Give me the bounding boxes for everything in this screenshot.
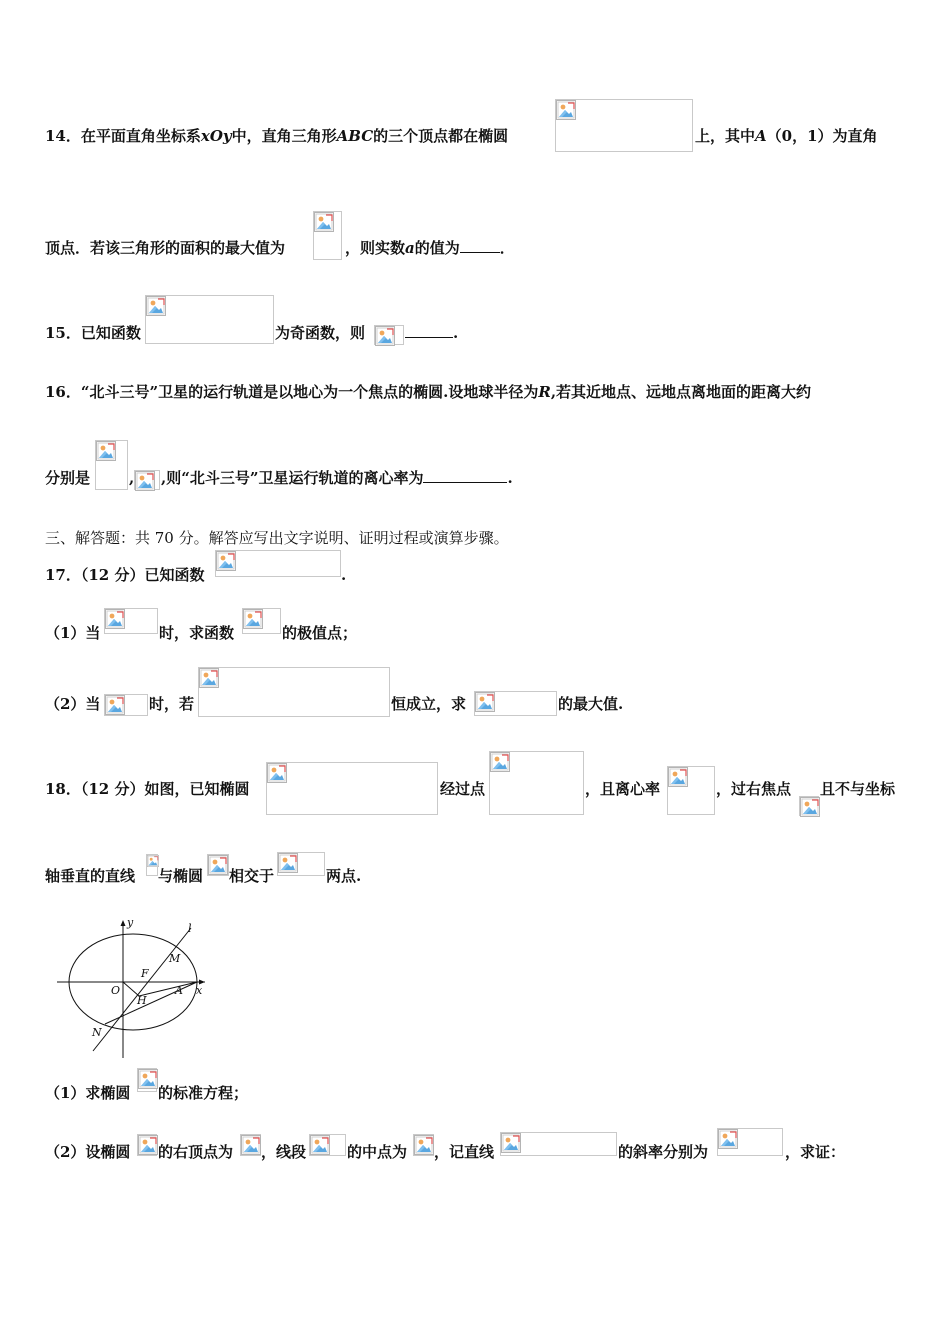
q17-part1-b: 时，求函数: [159, 624, 235, 642]
q15-text: 为奇函数，则: [275, 324, 366, 342]
q18-slopes-image: [717, 1128, 783, 1156]
q18-lines-image: [500, 1132, 617, 1156]
q16-comma: ,: [129, 469, 135, 487]
label-x: x: [196, 984, 203, 997]
q18-midpoint-h-image: [413, 1134, 434, 1156]
q14-line1: 14．在平面直角坐标系xOy中，直角三角形ABC的三个顶点都在椭圆: [45, 127, 509, 145]
label-o: O: [111, 984, 121, 997]
q18-ellipse-c-ref2-image: [137, 1134, 157, 1156]
segment-ha: [139, 982, 197, 996]
answer-blank: [460, 238, 500, 253]
q18-focus-image: [799, 796, 819, 816]
q18-part2-b: 的右顶点为: [158, 1143, 234, 1161]
q17-label: 17．（12 分）已知函数: [45, 566, 205, 584]
ellipse-figure: [55, 916, 210, 1061]
q18-part2-e: ，记直线: [434, 1143, 495, 1161]
perigee-distance-image: [95, 440, 128, 490]
q18-line1-d: ，过右焦点: [716, 780, 792, 798]
label-m: M: [169, 952, 181, 965]
q18-part2-f: 的斜率分别为: [618, 1143, 709, 1161]
q18-points-mn-image: [277, 852, 325, 876]
q18-line2: 轴垂直的直线: [45, 867, 136, 885]
answer-blank: [405, 323, 453, 338]
label-h: H: [137, 994, 147, 1007]
q17-part1-c: 的极值点；: [282, 624, 358, 642]
q17-part2-d: 的最大值.: [558, 695, 624, 713]
q15-label: 15．已知函数: [45, 324, 141, 342]
q18-line1-c: ，且离心率: [585, 780, 661, 798]
q18-point-image: [489, 751, 584, 815]
label-y: y: [127, 916, 134, 929]
parameter-image: [374, 325, 404, 345]
section-heading: 三、解答题：共 70 分。解答应写出文字说明、证明过程或演算步骤。: [45, 529, 509, 547]
q17-inequality-image: [198, 667, 390, 717]
q18-line2-b: 与椭圆: [158, 867, 204, 885]
q14-line2: 顶点．若该三角形的面积的最大值为: [45, 239, 286, 257]
q17-function-image: [215, 550, 341, 577]
q18-line2-c: 相交于: [229, 867, 275, 885]
q14-line1-tail: 上，其中A（0，1）为直角: [695, 127, 878, 145]
q18-part2-c: ，线段: [261, 1143, 307, 1161]
q17-condition1-image: [104, 608, 158, 634]
function-definition-image: [145, 295, 274, 344]
q15-tail: .: [405, 323, 458, 343]
q17-target-image: [474, 691, 557, 716]
q17-period: .: [341, 566, 347, 584]
max-area-image: [313, 211, 342, 260]
q18-line1: 18．（12 分）如图，已知椭圆: [45, 780, 250, 798]
ellipse-equation-image: [555, 99, 693, 152]
q18-eccentricity-image: [667, 766, 715, 815]
q17-part1-a: （1）当: [45, 624, 101, 642]
q18-part2-d: 的中点为: [347, 1143, 408, 1161]
q18-part2-g: ，求证：: [785, 1143, 846, 1161]
label-n: N: [92, 1026, 102, 1039]
q18-ellipse-image: [266, 762, 438, 815]
q18-line-l-image: [146, 854, 158, 876]
q18-part1-a: （1）求椭圆: [45, 1084, 131, 1102]
q18-vertex-a-image: [240, 1134, 261, 1156]
q18-part1-b: 的标准方程；: [158, 1084, 249, 1102]
q18-line1-b: 经过点: [440, 780, 486, 798]
label-a: A: [175, 984, 183, 997]
q17-condition2-image: [104, 694, 148, 716]
label-f: F: [141, 967, 149, 980]
q18-ellipse-c-image: [207, 854, 229, 876]
q16-line2-tail: ,则“北斗三号”卫星运行轨道的离心率为 .: [161, 469, 513, 487]
apogee-distance-image: [134, 470, 160, 490]
q17-part2-b: 时，若: [149, 695, 195, 713]
q18-line1-e: 且不与坐标: [820, 780, 896, 798]
q18-line2-d: 两点.: [326, 867, 362, 885]
q18-part2-a: （2）设椭圆: [45, 1143, 131, 1161]
q16-line1: 16．“北斗三号”卫星的运行轨道是以地心为一个焦点的椭圆.设地球半径为R,若其近地点、远地点离地面的距离大约: [45, 383, 812, 401]
q17-part2-c: 恒成立，求: [391, 695, 467, 713]
q18-segment-mn-image: [309, 1134, 346, 1156]
y-axis-arrow: [121, 920, 126, 926]
q18-ellipse-c-ref-image: [137, 1068, 157, 1092]
q14-line2-tail: ，则实数a的值为 ．: [345, 239, 515, 257]
q16-line2: 分别是: [45, 469, 91, 487]
q17-function-ref-image: [242, 608, 281, 634]
answer-blank: [423, 468, 507, 483]
q17-part2-a: （2）当: [45, 695, 101, 713]
label-l: l: [188, 922, 192, 935]
